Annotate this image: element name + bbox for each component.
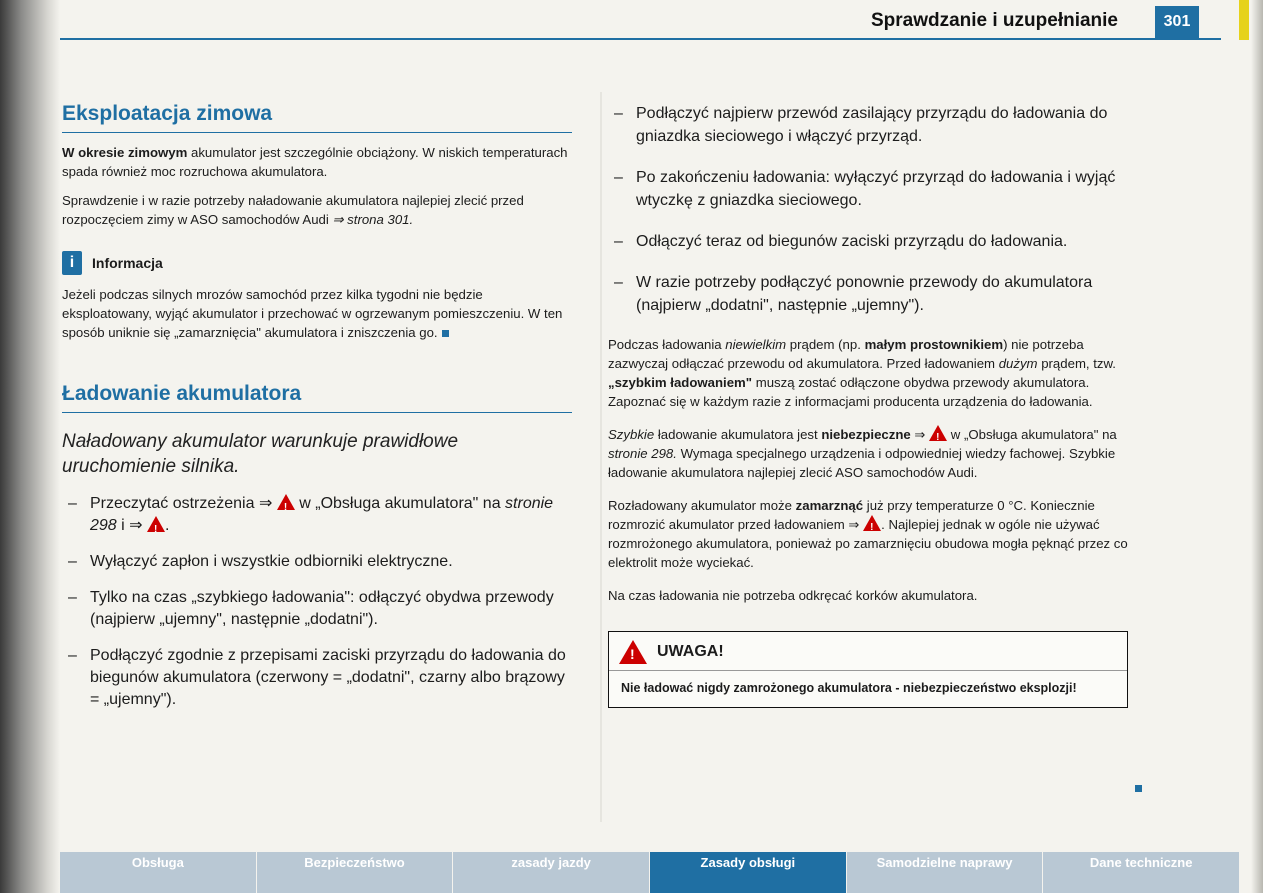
charging-current-paragraph [608, 335, 1128, 411]
text-italic: dużym [998, 356, 1038, 371]
end-marker-icon [442, 330, 449, 337]
tab-zasady-jazdy[interactable]: zasady jazdy [453, 852, 650, 893]
list-item: – Przeczytać ostrzeżenia ⇒ ! w „Obsługa akumulatora" na stronie 298 i ⇒ !. [62, 493, 572, 537]
page-right-edge [1251, 0, 1263, 893]
page-reference-link[interactable]: stronie 298. [608, 446, 677, 461]
list-item: – Wyłączyć zapłon i wszystkie odbiorniki elektryczne. [62, 551, 572, 573]
info-box [62, 251, 572, 342]
page-gutter-shadow [0, 0, 60, 893]
text: prądem, tzw. [1037, 356, 1116, 371]
winter-paragraph [62, 143, 572, 181]
warning-title: UWAGA! [657, 643, 724, 660]
page-reference-link[interactable]: ⇒ strona 301. [332, 212, 414, 227]
left-column [62, 102, 572, 725]
step-text: i ⇒ [116, 517, 147, 534]
text: muszą zostać odłączone obydwa przewody akumulatora. Zapoznać się w każdym razie z informacjami producenta urządzenia do ładowania. [608, 375, 1093, 409]
steps-list-right [608, 102, 1128, 317]
fast-charging-paragraph [608, 425, 1128, 482]
text: ładowanie akumulatora jest [654, 427, 822, 442]
check-paragraph-text: Sprawdzenie i w razie potrzeby naładowanie akumulatora najlepiej zlecić przed rozpoczęciem zimy w ASO samochodów Audi [62, 193, 524, 227]
steps-list-left [62, 493, 572, 711]
list-item: – Odłączyć teraz od biegunów zaciski przyrządu do ładowania. [608, 230, 1128, 253]
tab-dane-techniczne[interactable]: Dane techniczne [1043, 852, 1240, 893]
lead-sentence: Naładowany akumulator warunkuje prawidłowe uruchomienie silnika. [62, 431, 459, 477]
step-text: Przeczytać ostrzeżenia ⇒ [90, 495, 273, 512]
text: Wymaga specjalnego urządzenia i odpowiedniej wiedzy fachowej. Szybkie ładowanie akumulatora najlepiej zlecić ASO samochodów Audi. [608, 446, 1116, 480]
text-bold: niebezpieczne [821, 427, 911, 442]
tab-samodzielne-naprawy[interactable]: Samodzielne naprawy [847, 852, 1044, 893]
caps-paragraph: Na czas ładowania nie potrzeba odkręcać korków akumulatora. [608, 588, 978, 603]
warning-triangle-icon [147, 516, 165, 532]
step-text: w „Obsługa akumulatora" na [294, 495, 506, 512]
text: w „Obsługa akumulatora" na [947, 427, 1117, 442]
list-item: – W razie potrzeby podłączyć ponownie przewody do akumulatora (najpierw „dodatni", następnie „ujemny"). [608, 271, 1128, 317]
text-italic: Szybkie [608, 427, 655, 442]
text: ⇒ [910, 427, 930, 442]
footer-nav [60, 852, 1240, 893]
edge-tab-marker [1239, 0, 1249, 40]
column-divider [600, 92, 602, 822]
warning-header [609, 632, 1127, 671]
warning-box [608, 631, 1128, 708]
warning-text: Nie ładować nigdy zamrożonego akumulatora - niebezpieczeństwo eksplozji! [621, 681, 1077, 695]
header-rule [60, 38, 1221, 40]
text-bold: zamarznąć [795, 498, 864, 513]
info-title: Informacja [92, 255, 163, 271]
running-header-title: Sprawdzanie i uzupełnianie [870, 10, 1118, 31]
right-column [608, 102, 1128, 708]
list-item: – Podłączyć najpierw przewód zasilający przyrządu do ładowania do gniazdka sieciowego i włączyć przyrząd. [608, 102, 1128, 148]
text: już przy temperaturze 0 °C. Koniecznie rozmrozić akumulator przed ładowaniem ⇒ [608, 498, 1095, 532]
freezing-paragraph [608, 496, 1128, 572]
info-text: Jeżeli podczas silnych mrozów samochód przez kilka tygodni nie będzie eksploatowany, wyjąć akumulator i przechować w ogrzewanym pomieszczeniu. W ten sposób uniknie się „zamarznięcia" akumulatora i zniszczenia go. [62, 287, 563, 340]
winter-paragraph-text: akumulator jest szczególnie obciążony. W niskich temperaturach spada również moc rozruchowa akumulatora. [62, 145, 568, 179]
section-title-winter: Eksploatacja zimowa [62, 102, 572, 133]
check-paragraph [62, 191, 572, 229]
text: prądem (np. [786, 337, 865, 352]
tab-obsluga[interactable]: Obsługa [60, 852, 257, 893]
text: Rozładowany akumulator może [608, 498, 796, 513]
page-reference-link[interactable]: stronie 298 [90, 495, 554, 534]
warning-triangle-icon [929, 425, 947, 441]
info-text-paragraph [62, 285, 572, 342]
warning-triangle-icon [619, 640, 647, 664]
text: Podczas ładowania [608, 337, 726, 352]
text: ) nie potrzeba zazwyczaj odłączać przewodu od akumulatora. Przed ładowaniem [608, 337, 1084, 371]
end-marker-icon [1135, 785, 1142, 792]
page-number: 301 [1155, 6, 1199, 38]
warning-triangle-icon [863, 515, 881, 531]
text-bold: „szybkim ładowaniem" [608, 375, 753, 390]
tab-zasady-obslugi[interactable]: Zasady obsługi [650, 852, 847, 893]
list-item: – Po zakończeniu ładowania: wyłączyć przyrząd do ładowania i wyjąć wtyczkę z gniazdka sieciowego. [608, 166, 1128, 212]
text-italic: niewielkim [725, 337, 787, 352]
warning-triangle-icon [277, 494, 295, 510]
text: . Najlepiej jednak w ogóle nie używać rozmrożonego akumulatora, ponieważ po zamarznięciu obudowa mogła pęknąć przez co elektrolit może wyciekać. [608, 517, 1128, 570]
text-bold: małym prostownikiem [864, 337, 1004, 352]
info-icon: i [62, 251, 82, 275]
list-item: – Tylko na czas „szybkiego ładowania": odłączyć obydwa przewody (najpierw „ujemny", następnie „dodatni"). [62, 587, 572, 631]
winter-paragraph-bold: W okresie zimowym [62, 145, 188, 160]
section-title-charging: Ładowanie akumulatora [62, 382, 572, 413]
info-header [62, 251, 572, 275]
list-item: – Podłączyć zgodnie z przepisami zaciski przyrządu do ładowania do biegunów akumulatora (czerwony = „dodatni", czarny albo brązowy = „ujemny"). [62, 645, 572, 711]
tab-bezpieczenstwo[interactable]: Bezpieczeństwo [257, 852, 454, 893]
